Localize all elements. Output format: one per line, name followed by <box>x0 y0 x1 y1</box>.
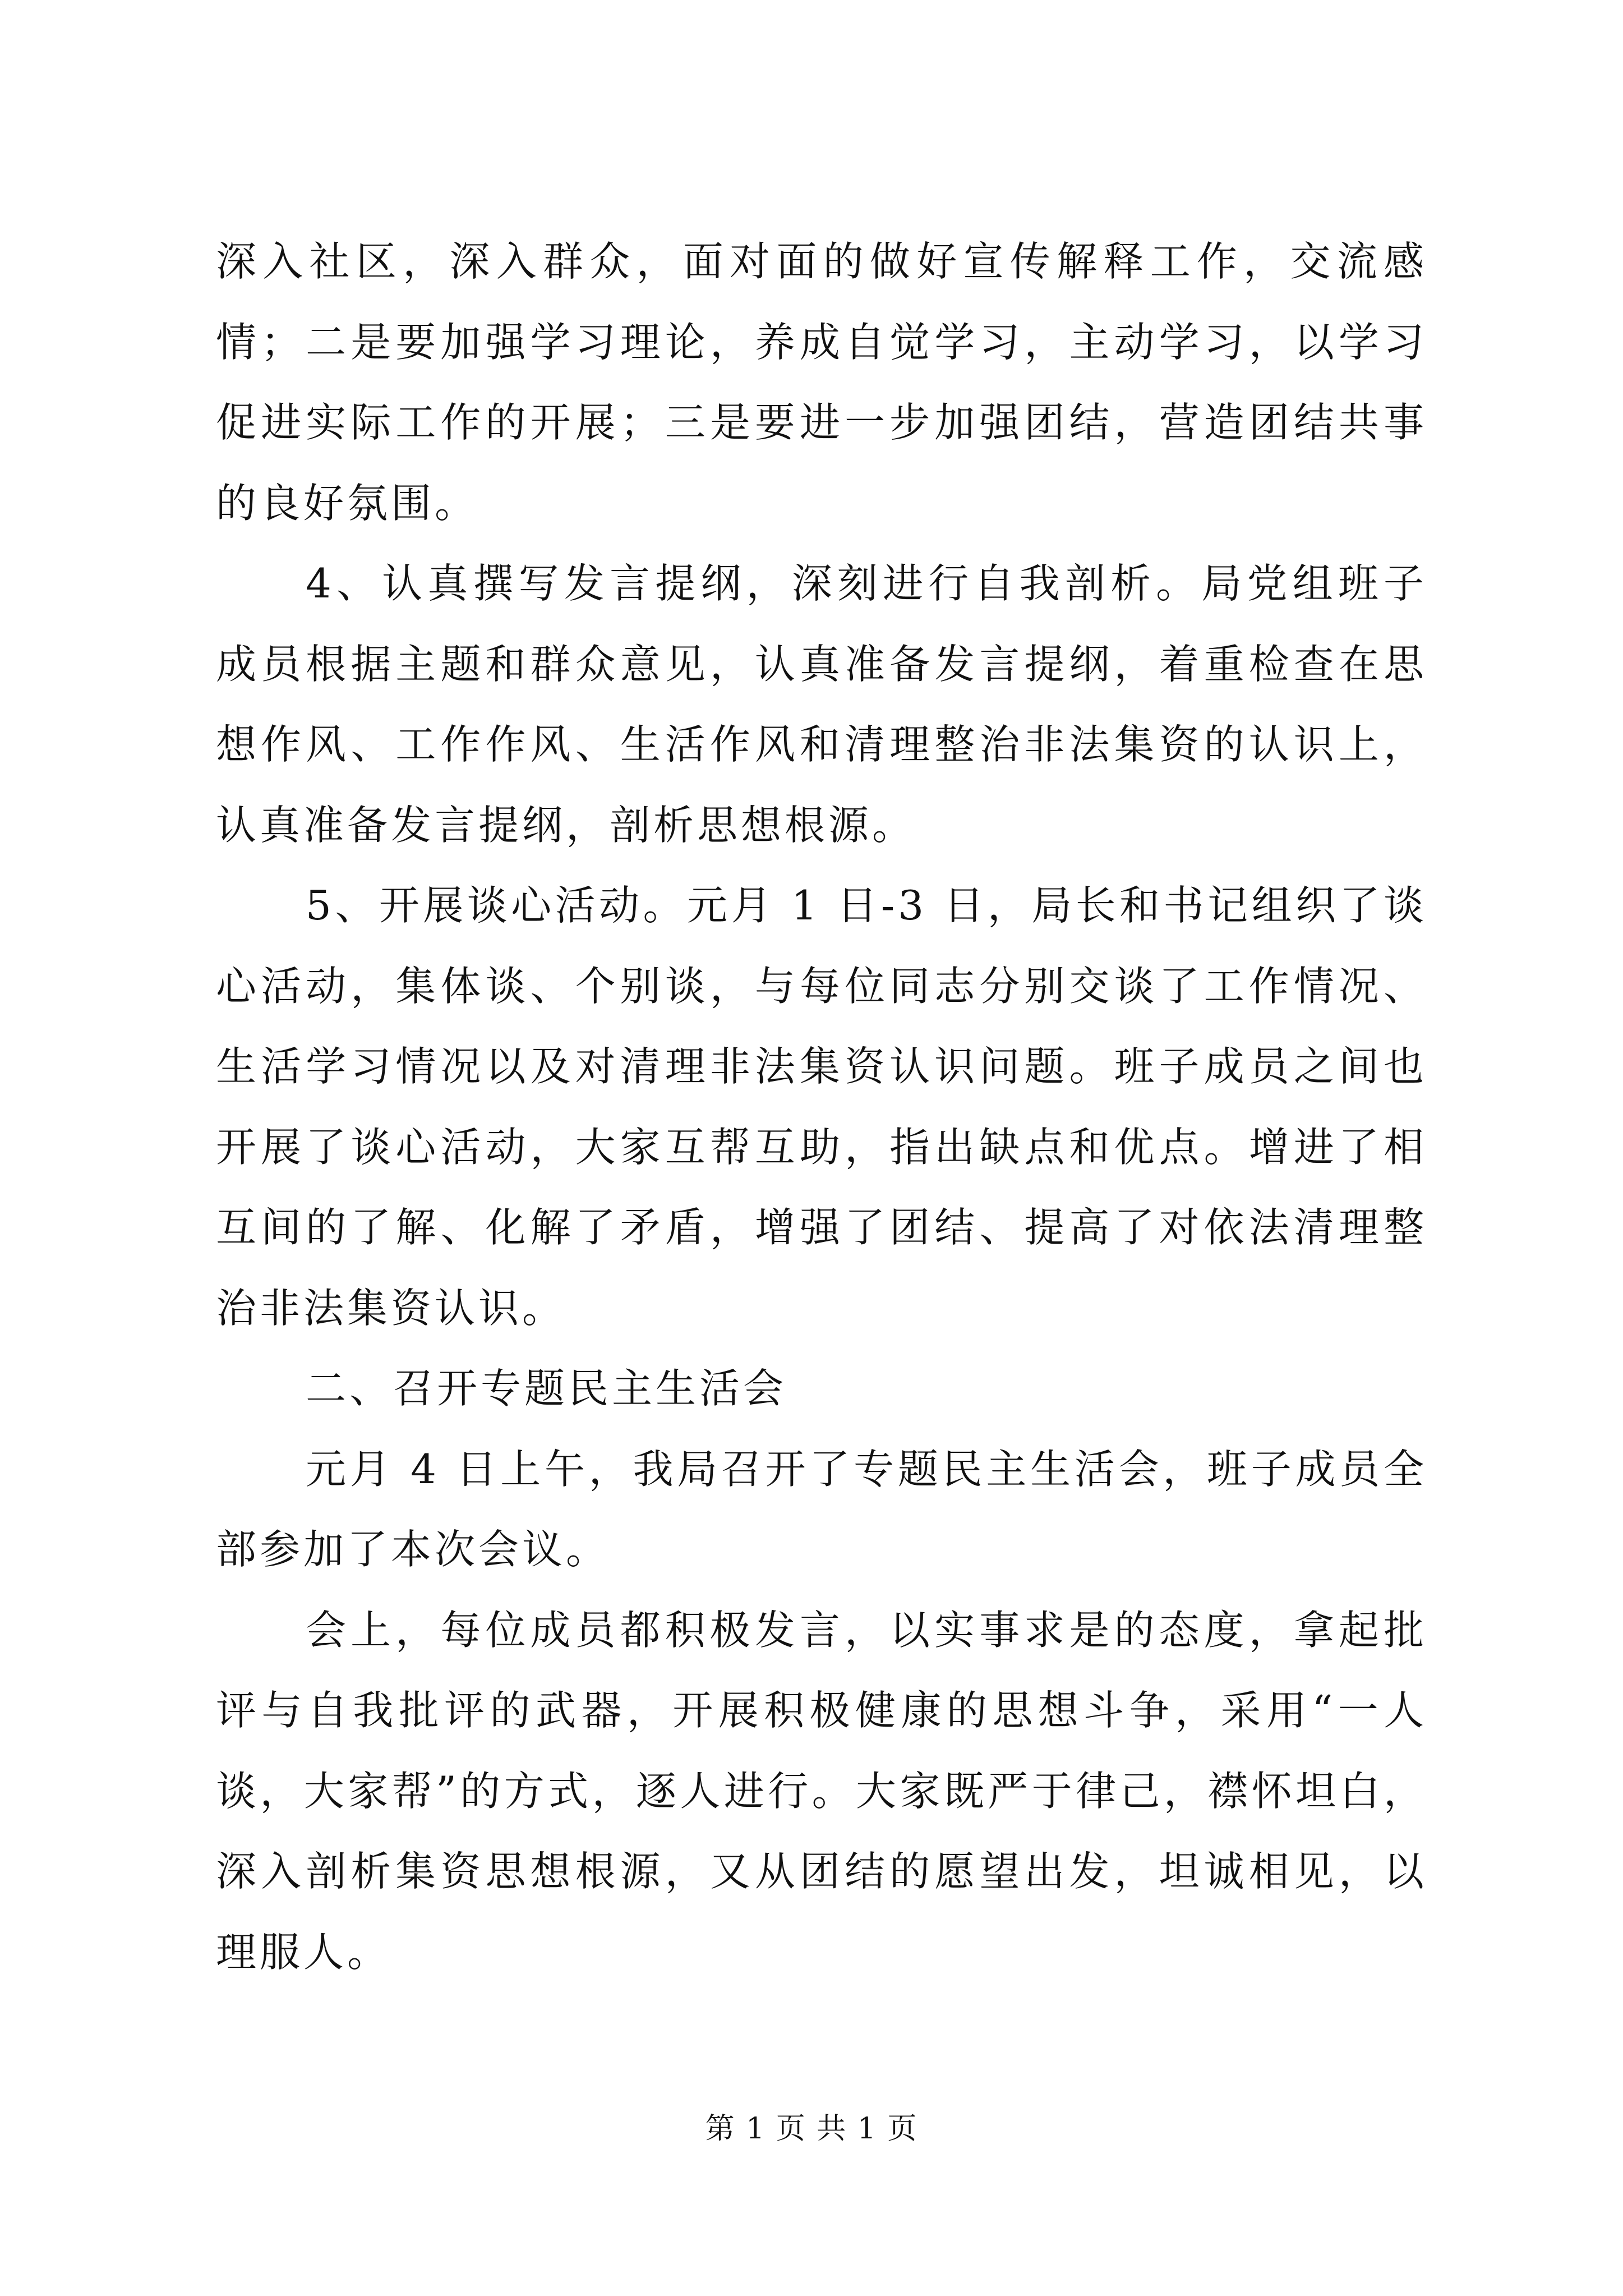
paragraph-item-5: 5、开展谈心活动。元月 1 日-3 日，局长和书记组织了谈心活动，集体谈、个别谈，与每位同志分别交谈了工作情况、生活学习情况以及对清理非法集资认识问题。班子成员之间也开展了谈心活动，大家互帮互助，指出缺点和优点。增进了相互间的了解、化解了矛盾，增强了团结、提高了对依法清理整治非法集资认识。 <box>216 882 1427 1332</box>
paragraph-meeting-intro: 元月 4 日上午，我局召开了专题民主生活会，班子成员全部参加了本次会议。 <box>216 1445 1427 1573</box>
document-body <box>216 222 1427 1993</box>
paragraph-continuation: 深入社区，深入群众，面对面的做好宣传解释工作，交流感情；二是要加强学习理论，养成自觉学习，主动学习，以学习促进实际工作的开展；三是要进一步加强团结，营造团结共事的良好氛围。 <box>216 238 1427 527</box>
paragraph-meeting-details: 会上，每位成员都积极发言，以实事求是的态度，拿起批评与自我批评的武器，开展积极健康的思想斗争，采用“一人谈，大家帮”的方式，逐人进行。大家既严于律己，襟怀坦白，深入剖析集资思想根源，又从团结的愿望出发，坦诚相见，以理服人。 <box>216 1606 1427 1976</box>
page-footer: 第 1 页 共 1 页 <box>705 2112 918 2146</box>
section-heading: 二、召开专题民主生活会 <box>306 1365 787 1412</box>
paragraph-item-4: 4、认真撰写发言提纲，深刻进行自我剖析。局党组班子成员根据主题和群众意见，认真准备发言提纲，着重检查在思想作风、工作作风、生活作风和清理整治非法集资的认识上，认真准备发言提纲，剖析思想根源。 <box>216 560 1427 849</box>
